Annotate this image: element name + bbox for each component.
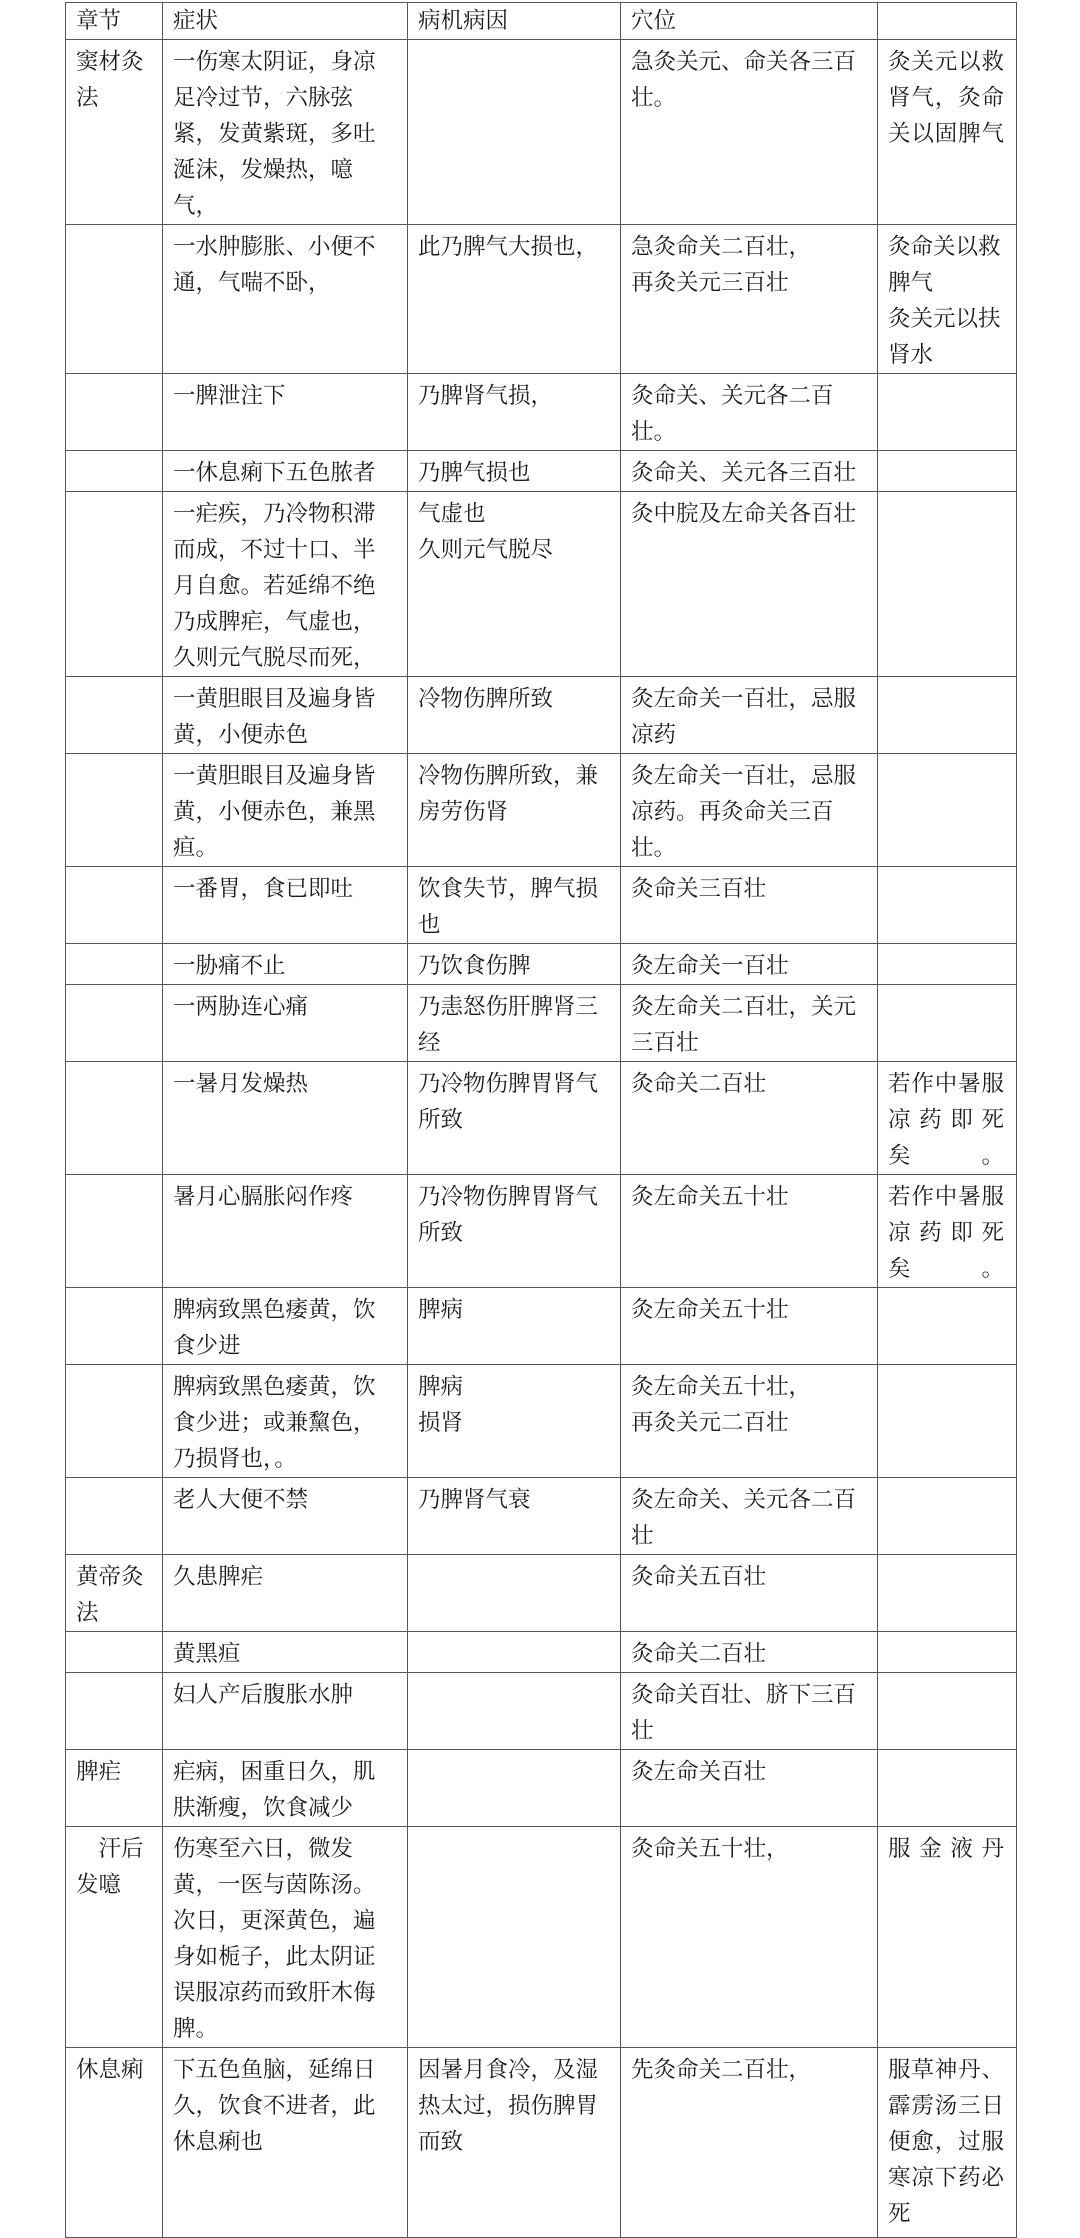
- symptom-cell-text: 老人大便不禁: [173, 1487, 309, 1513]
- chapter-cell-text: 窦材灸法: [76, 49, 144, 111]
- header-row: [66, 3, 1017, 40]
- acupoint-cell-text: 灸命关、关元各二百壮。: [631, 383, 834, 445]
- table-row: [66, 867, 1017, 944]
- symptom-cell-text: 一两胁连心痛: [173, 994, 309, 1020]
- note-cell: [878, 985, 1017, 1062]
- acupoint-cell: [621, 1175, 878, 1288]
- symptom-cell: [163, 1288, 408, 1365]
- acupoint-cell-text: 灸左命关五十壮: [631, 1184, 789, 1210]
- cause-cell-text: 气虚也: [418, 501, 486, 527]
- cause-cell: [408, 754, 621, 867]
- symptom-cell: [163, 867, 408, 944]
- cause-cell-text: 乃脾肾气衰: [418, 1487, 531, 1513]
- symptom-cell-text: 一黄胆眼目及遍身皆黄，小便赤色，兼黑疸。: [173, 763, 376, 861]
- cause-cell-text: 久则元气脱尽: [418, 537, 554, 563]
- cause-cell: [408, 1478, 621, 1555]
- table-row: [66, 1365, 1017, 1478]
- cause-cell: [408, 225, 621, 374]
- acupoint-cell: [621, 1478, 878, 1555]
- acupoint-cell: [621, 1673, 878, 1750]
- acupoint-cell-text: 灸命关五百壮: [631, 1564, 767, 1590]
- cause-cell: [408, 1673, 621, 1750]
- note-cell-text: 若作中暑服凉药即死矣。: [888, 1184, 1004, 1282]
- acupoint-cell: [621, 1750, 878, 1827]
- symptom-cell-text: 伤寒至六日，微发黄，一医与茵陈汤。次日，更深黄色，遍身如栀子，此太阴证误服凉药而致肝木侮脾。: [173, 1836, 376, 2042]
- acupoint-cell-text: 灸命关三百壮: [631, 876, 767, 902]
- table-row: [66, 1673, 1017, 1750]
- cause-cell: [408, 1062, 621, 1175]
- acupoint-cell-text: 灸命关、关元各三百壮: [631, 460, 857, 486]
- chapter-cell-text: 黄帝灸法: [76, 1564, 144, 1626]
- header-acupoint: 穴位: [621, 3, 878, 40]
- chapter-cell: [66, 2048, 163, 2238]
- symptom-cell-text: 黄黑疸: [173, 1641, 241, 1667]
- acupoint-cell: [621, 1632, 878, 1673]
- symptom-cell-text: 脾病致黑色痿黄，饮食少进: [173, 1297, 376, 1359]
- chapter-cell: [66, 1062, 163, 1175]
- note-cell: [878, 1750, 1017, 1827]
- cause-cell: [408, 1632, 621, 1673]
- acupoint-cell-text: 再灸关元二百壮: [631, 1410, 789, 1436]
- symptom-cell: [163, 1750, 408, 1827]
- chapter-cell: [66, 1555, 163, 1632]
- acupoint-cell: [621, 867, 878, 944]
- symptom-cell-text: 一伤寒太阴证，身凉足冷过节，六脉弦紧，发黄紫斑，多吐涎沫，发燥热，噫气，: [173, 49, 376, 219]
- chapter-cell: [66, 374, 163, 451]
- cause-cell-text: 损肾: [418, 1410, 464, 1436]
- cause-cell: [408, 1288, 621, 1365]
- note-cell: [878, 1365, 1017, 1478]
- symptom-cell-text: 一水肿膨胀、小便不通，气喘不卧，: [173, 234, 376, 296]
- acupoint-cell: [621, 754, 878, 867]
- cause-cell: [408, 867, 621, 944]
- symptom-cell: [163, 985, 408, 1062]
- note-cell-text: 灸关元以救肾气，灸命关以固脾气: [888, 49, 1004, 147]
- symptom-cell: [163, 40, 408, 225]
- symptom-cell-text: 暑月心膈胀闷作疼: [173, 1184, 354, 1210]
- cause-cell-text: 饮食失节，脾气损也: [418, 876, 599, 938]
- cause-cell-text: 冷物伤脾所致，兼房劳伤肾: [418, 763, 599, 825]
- cause-cell: [408, 944, 621, 985]
- acupoint-cell-text: 灸左命关一百壮: [631, 953, 789, 979]
- treatment-table: [65, 2, 1017, 2238]
- chapter-cell: [66, 867, 163, 944]
- symptom-cell-text: 一胁痛不止: [173, 953, 286, 979]
- acupoint-cell-text: 灸左命关、关元各二百壮: [631, 1487, 857, 1549]
- note-cell: [878, 1288, 1017, 1365]
- table-row: [66, 40, 1017, 225]
- symptom-cell-text: 一暑月发燥热: [173, 1071, 309, 1097]
- note-cell: [878, 754, 1017, 867]
- symptom-cell: [163, 1478, 408, 1555]
- acupoint-cell-text: 先灸命关二百壮，: [631, 2057, 812, 2083]
- cause-cell-text: 乃恚怒伤肝脾肾三经: [418, 994, 599, 1056]
- chapter-cell: [66, 451, 163, 492]
- note-cell: [878, 1555, 1017, 1632]
- header-symptom: 症状: [163, 3, 408, 40]
- note-cell-text: 服草神丹、霹雳汤三日便愈，过服寒凉下药必死: [888, 2057, 1004, 2227]
- symptom-cell-text: 一番胃，食已即吐: [173, 876, 354, 902]
- symptom-cell: [163, 1555, 408, 1632]
- chapter-cell: [66, 677, 163, 754]
- acupoint-cell-text: 灸命关五十壮，: [631, 1836, 789, 1862]
- note-cell: [878, 677, 1017, 754]
- symptom-cell-text: 一脾泄注下: [173, 383, 286, 409]
- symptom-cell: [163, 1632, 408, 1673]
- symptom-cell: [163, 1365, 408, 1478]
- table-row: [66, 1555, 1017, 1632]
- cause-cell: [408, 1827, 621, 2048]
- note-cell: [878, 374, 1017, 451]
- acupoint-cell: [621, 1288, 878, 1365]
- chapter-cell: [66, 985, 163, 1062]
- acupoint-cell: [621, 1062, 878, 1175]
- table-row: [66, 985, 1017, 1062]
- cause-cell: [408, 374, 621, 451]
- symptom-cell-text: 妇人产后腹胀水肿: [173, 1682, 354, 1708]
- acupoint-cell-text: 灸左命关百壮: [631, 1759, 767, 1785]
- cause-cell: [408, 1555, 621, 1632]
- symptom-cell: [163, 1175, 408, 1288]
- cause-cell-text: 乃脾肾气损，: [418, 383, 554, 409]
- table-row: [66, 374, 1017, 451]
- table-row: [66, 451, 1017, 492]
- note-cell-text: 若作中暑服凉药即死矣。: [888, 1071, 1004, 1169]
- acupoint-cell: [621, 1365, 878, 1478]
- note-cell: [878, 1827, 1017, 2048]
- chapter-cell: [66, 1365, 163, 1478]
- cause-cell-text: 脾病: [418, 1374, 464, 1400]
- chapter-cell: [66, 754, 163, 867]
- symptom-cell: [163, 2048, 408, 2238]
- chapter-cell-text: 脾疟: [76, 1759, 122, 1785]
- symptom-cell: [163, 225, 408, 374]
- acupoint-cell-text: 灸中脘及左命关各百壮: [631, 501, 857, 527]
- note-cell-text: 服金液丹: [888, 1836, 1004, 1862]
- acupoint-cell-text: 灸命关二百壮: [631, 1641, 767, 1667]
- acupoint-cell: [621, 40, 878, 225]
- acupoint-cell: [621, 677, 878, 754]
- acupoint-cell-text: 急灸关元、命关各三百壮。: [631, 49, 857, 111]
- acupoint-cell: [621, 451, 878, 492]
- chapter-cell: [66, 1478, 163, 1555]
- table-row: [66, 1175, 1017, 1288]
- cause-cell-text: 此乃脾气大损也，: [418, 234, 599, 260]
- acupoint-cell: [621, 944, 878, 985]
- note-cell: [878, 1062, 1017, 1175]
- symptom-cell: [163, 1062, 408, 1175]
- note-cell: [878, 492, 1017, 677]
- acupoint-cell: [621, 985, 878, 1062]
- acupoint-cell: [621, 2048, 878, 2238]
- cause-cell: [408, 492, 621, 677]
- symptom-cell: [163, 944, 408, 985]
- table-body: [66, 40, 1017, 2238]
- table-row: [66, 225, 1017, 374]
- cause-cell: [408, 985, 621, 1062]
- cause-cell: [408, 40, 621, 225]
- chapter-cell: [66, 1673, 163, 1750]
- table-row: [66, 492, 1017, 677]
- table-row: [66, 754, 1017, 867]
- note-cell: [878, 1673, 1017, 1750]
- chapter-cell-text: 汗后发噫: [76, 1836, 144, 1898]
- cause-cell: [408, 2048, 621, 2238]
- symptom-cell-text: 一黄胆眼目及遍身皆黄，小便赤色: [173, 686, 376, 748]
- chapter-cell-text: 休息痢: [76, 2057, 144, 2083]
- symptom-cell: [163, 677, 408, 754]
- chapter-cell: [66, 1175, 163, 1288]
- table-row: [66, 1478, 1017, 1555]
- acupoint-cell-text: 再灸关元三百壮: [631, 270, 789, 296]
- cause-cell-text: 脾病: [418, 1297, 464, 1323]
- symptom-cell: [163, 754, 408, 867]
- acupoint-cell: [621, 374, 878, 451]
- chapter-cell: [66, 1632, 163, 1673]
- acupoint-cell-text: 急灸命关二百壮，: [631, 234, 812, 260]
- symptom-cell-text: 疟病，困重日久，肌肤渐瘦，饮食减少: [173, 1759, 376, 1821]
- note-cell: [878, 225, 1017, 374]
- acupoint-cell-text: 灸左命关五十壮，: [631, 1374, 812, 1400]
- symptom-cell: [163, 374, 408, 451]
- acupoint-cell-text: 灸左命关二百壮，关元三百壮: [631, 994, 857, 1056]
- note-cell: [878, 944, 1017, 985]
- note-cell-text: 灸命关以救脾气: [888, 234, 1001, 296]
- note-cell: [878, 40, 1017, 225]
- table-row: [66, 944, 1017, 985]
- cause-cell: [408, 1175, 621, 1288]
- table-row: [66, 2048, 1017, 2238]
- cause-cell: [408, 1750, 621, 1827]
- symptom-cell-text: 一疟疾，乃冷物积滞而成，不过十口、半月自愈。若延绵不绝乃成脾疟，气虚也，久则元气脱尽而死，: [173, 501, 376, 671]
- cause-cell-text: 乃冷物伤脾胃肾气所致: [418, 1071, 599, 1133]
- note-cell: [878, 2048, 1017, 2238]
- symptom-cell-text: 久患脾疟: [173, 1564, 264, 1590]
- cause-cell: [408, 1365, 621, 1478]
- cause-cell-text: 乃冷物伤脾胃肾气所致: [418, 1184, 599, 1246]
- acupoint-cell: [621, 225, 878, 374]
- acupoint-cell: [621, 1555, 878, 1632]
- symptom-cell: [163, 492, 408, 677]
- cause-cell-text: 因暑月食冷，及湿热太过，损伤脾胃而致: [418, 2057, 599, 2155]
- chapter-cell: [66, 1750, 163, 1827]
- header-cause: 病机病因: [408, 3, 621, 40]
- table-row: [66, 1632, 1017, 1673]
- cause-cell: [408, 451, 621, 492]
- chapter-cell: [66, 1827, 163, 2048]
- symptom-cell-text: 脾病致黑色痿黄，饮食少进；或兼黧色，乃损肾也，。: [173, 1374, 376, 1472]
- table-row: [66, 1062, 1017, 1175]
- acupoint-cell-text: 灸命关百壮、脐下三百壮: [631, 1682, 857, 1744]
- cause-cell-text: 冷物伤脾所致: [418, 686, 554, 712]
- note-cell: [878, 1478, 1017, 1555]
- acupoint-cell-text: 灸左命关一百壮，忌服凉药。再灸命关三百壮。: [631, 763, 857, 861]
- note-cell: [878, 867, 1017, 944]
- symptom-cell: [163, 451, 408, 492]
- chapter-cell: [66, 40, 163, 225]
- symptom-cell: [163, 1673, 408, 1750]
- acupoint-cell-text: 灸左命关五十壮: [631, 1297, 789, 1323]
- table-row: [66, 677, 1017, 754]
- symptom-cell-text: 下五色鱼脑，延绵日久，饮食不进者，此休息痢也: [173, 2057, 376, 2155]
- acupoint-cell-text: 灸左命关一百壮，忌服凉药: [631, 686, 857, 748]
- note-cell: [878, 451, 1017, 492]
- acupoint-cell-text: 灸命关二百壮: [631, 1071, 767, 1097]
- cause-cell: [408, 677, 621, 754]
- header-note: [878, 3, 1017, 40]
- acupoint-cell: [621, 492, 878, 677]
- note-cell: [878, 1632, 1017, 1673]
- chapter-cell: [66, 944, 163, 985]
- note-cell: [878, 1175, 1017, 1288]
- chapter-cell: [66, 1288, 163, 1365]
- table-row: [66, 1288, 1017, 1365]
- acupoint-cell: [621, 1827, 878, 2048]
- chapter-cell: [66, 492, 163, 677]
- chapter-cell: [66, 225, 163, 374]
- table-row: [66, 1827, 1017, 2048]
- symptom-cell-text: 一休息痢下五色脓者: [173, 460, 376, 486]
- cause-cell-text: 乃脾气损也: [418, 460, 531, 486]
- symptom-cell: [163, 1827, 408, 2048]
- note-cell-text: 灸关元以扶肾水: [888, 306, 1001, 368]
- header-chapter: 章节: [66, 3, 163, 40]
- cause-cell-text: 乃饮食伤脾: [418, 953, 531, 979]
- table-row: [66, 1750, 1017, 1827]
